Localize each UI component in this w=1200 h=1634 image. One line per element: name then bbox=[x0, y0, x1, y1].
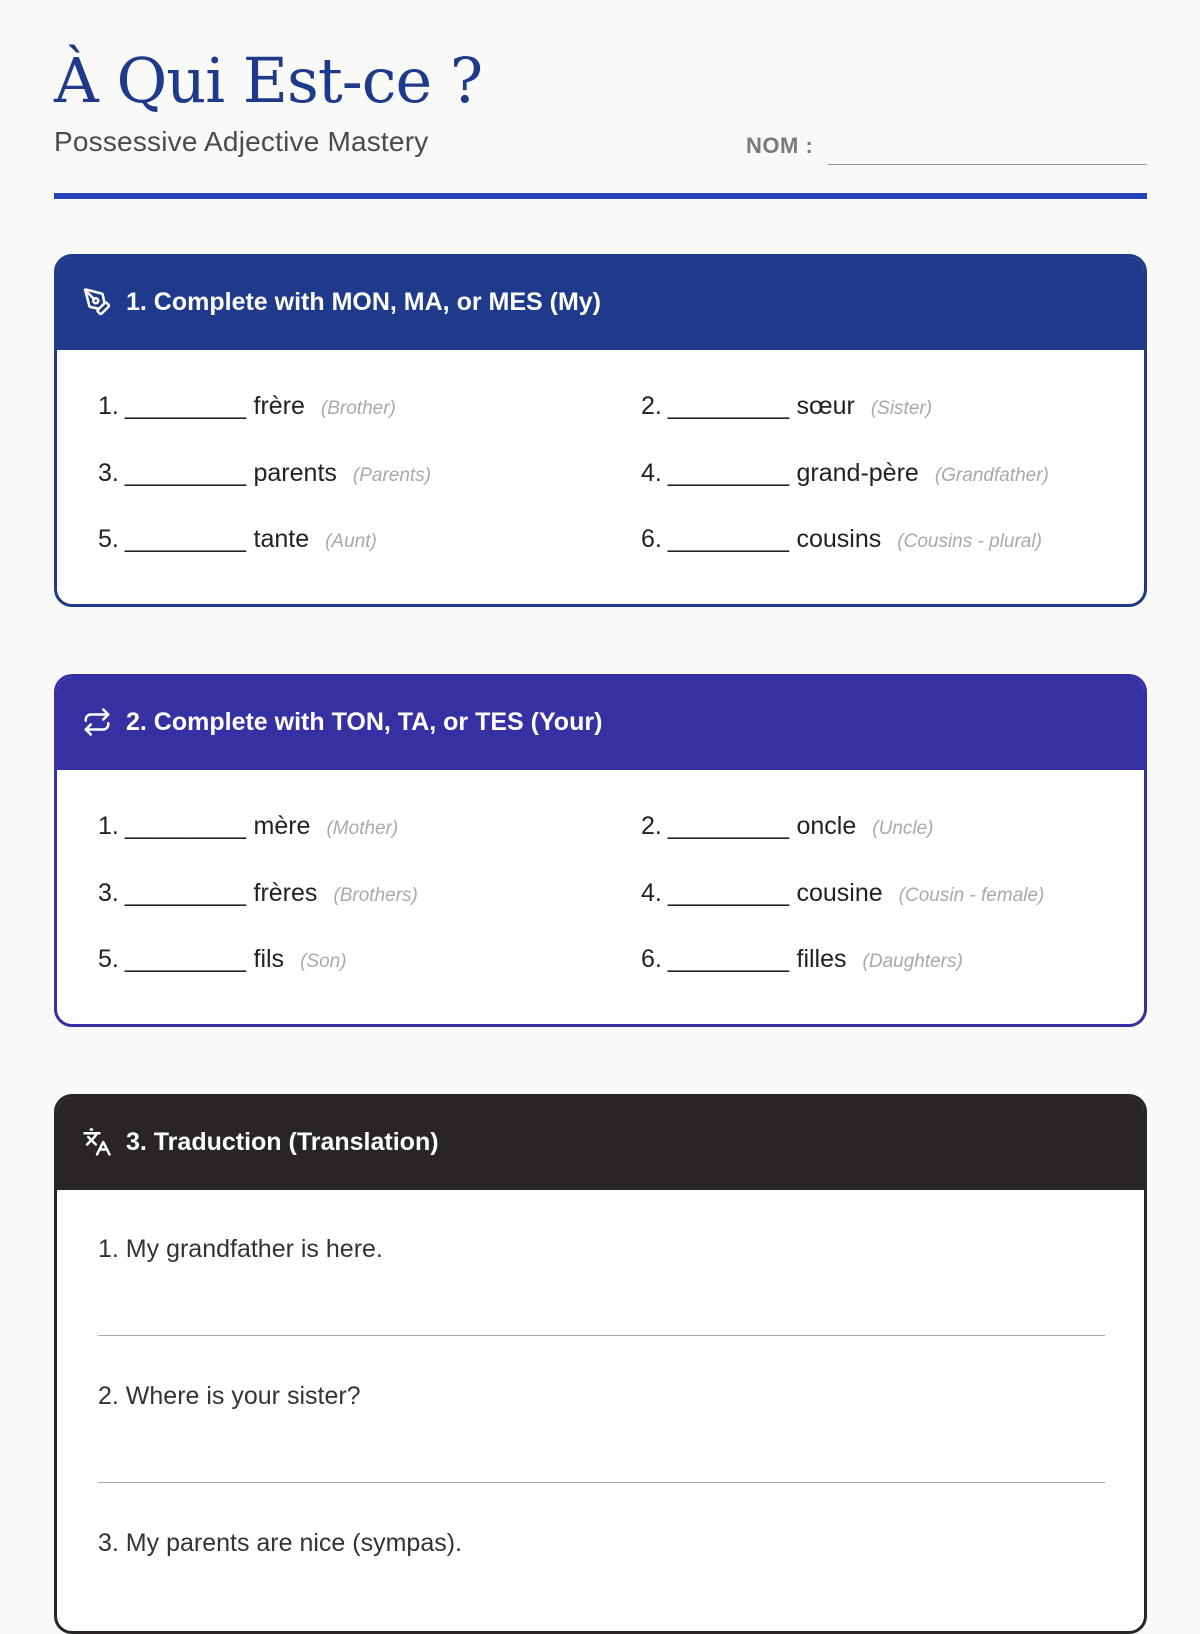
name-field-line[interactable] bbox=[828, 164, 1147, 165]
worksheet-header bbox=[54, 0, 1147, 200]
answer-blank[interactable]: _________ bbox=[667, 879, 789, 907]
header-divider bbox=[54, 193, 1147, 199]
item-number: 6. bbox=[641, 525, 662, 553]
item-word: mère bbox=[253, 812, 311, 840]
item-number: 1. bbox=[98, 392, 119, 420]
exercise-item bbox=[641, 459, 1049, 488]
worksheet-page bbox=[54, 0, 1147, 1557]
exercise-grid bbox=[57, 350, 1144, 600]
item-number: 4. bbox=[641, 459, 662, 487]
item-hint: (Brother) bbox=[320, 398, 396, 419]
translate-icon bbox=[80, 1125, 114, 1159]
item-hint: (Parents) bbox=[352, 465, 432, 486]
item-word: parents bbox=[253, 459, 337, 487]
answer-line[interactable] bbox=[98, 1335, 1105, 1336]
item-word: frère bbox=[253, 392, 305, 420]
exercise-item bbox=[98, 945, 347, 974]
section-my bbox=[54, 254, 1147, 607]
section-title: 3. Traduction (Translation) bbox=[126, 1127, 439, 1156]
section-header bbox=[54, 674, 1147, 770]
exercise-item bbox=[641, 945, 963, 974]
item-word: cousins bbox=[796, 525, 882, 553]
item-hint: (Sister) bbox=[870, 398, 933, 419]
item-hint: (Son) bbox=[300, 951, 347, 972]
item-number: 3. bbox=[98, 879, 119, 907]
pen-tool-icon bbox=[80, 285, 114, 319]
item-hint: (Aunt) bbox=[325, 531, 377, 552]
exercise-item bbox=[98, 459, 431, 488]
answer-blank[interactable]: _________ bbox=[124, 392, 246, 420]
exercise-grid bbox=[57, 770, 1144, 1020]
item-hint: (Cousin - female) bbox=[898, 885, 1045, 906]
item-hint: (Cousins - plural) bbox=[897, 531, 1042, 552]
item-hint: (Uncle) bbox=[872, 818, 934, 839]
answer-blank[interactable]: _________ bbox=[124, 945, 246, 973]
item-number: 5. bbox=[98, 525, 119, 553]
exercise-item bbox=[641, 812, 934, 841]
item-hint: (Daughters) bbox=[862, 951, 963, 972]
answer-blank[interactable]: _________ bbox=[667, 459, 789, 487]
item-hint: (Brothers) bbox=[333, 885, 418, 906]
translation-prompt: 1. My grandfather is here. bbox=[98, 1235, 383, 1263]
answer-blank[interactable]: _________ bbox=[124, 525, 246, 553]
section-title: 2. Complete with TON, TA, or TES (Your) bbox=[126, 707, 603, 736]
answer-blank[interactable]: _________ bbox=[124, 879, 246, 907]
page-subtitle: Possessive Adjective Mastery bbox=[54, 126, 429, 157]
item-hint: (Mother) bbox=[326, 818, 399, 839]
item-word: grand-père bbox=[796, 459, 919, 487]
section-translation bbox=[54, 1094, 1147, 1634]
translation-item bbox=[98, 1529, 1105, 1558]
answer-blank[interactable]: _________ bbox=[124, 812, 246, 840]
answer-blank[interactable]: _________ bbox=[667, 525, 789, 553]
item-word: tante bbox=[253, 525, 310, 553]
item-word: filles bbox=[796, 945, 847, 973]
exercise-item bbox=[641, 392, 932, 421]
item-hint: (Grandfather) bbox=[934, 465, 1049, 486]
repeat-icon bbox=[80, 705, 114, 739]
item-word: fils bbox=[253, 945, 285, 973]
exercise-item bbox=[641, 525, 1042, 554]
item-number: 5. bbox=[98, 945, 119, 973]
item-word: cousine bbox=[796, 879, 883, 907]
item-word: oncle bbox=[796, 812, 857, 840]
item-number: 2. bbox=[641, 812, 662, 840]
answer-blank[interactable]: _________ bbox=[667, 945, 789, 973]
answer-blank[interactable]: _________ bbox=[667, 812, 789, 840]
page-title: À Qui Est-ce ? bbox=[54, 44, 483, 117]
answer-blank[interactable]: _________ bbox=[667, 392, 789, 420]
item-number: 6. bbox=[641, 945, 662, 973]
name-label: NOM : bbox=[746, 133, 814, 158]
exercise-item bbox=[641, 879, 1044, 908]
item-word: sœur bbox=[796, 392, 855, 420]
section-header bbox=[54, 1094, 1147, 1190]
section-header bbox=[54, 254, 1147, 350]
item-number: 3. bbox=[98, 459, 119, 487]
section-title: 1. Complete with MON, MA, or MES (My) bbox=[126, 287, 602, 316]
translation-item bbox=[98, 1382, 1105, 1411]
translation-item bbox=[98, 1235, 1105, 1264]
item-number: 2. bbox=[641, 392, 662, 420]
section-your bbox=[54, 674, 1147, 1027]
translation-prompt: 2. Where is your sister? bbox=[98, 1382, 361, 1410]
item-number: 1. bbox=[98, 812, 119, 840]
exercise-item bbox=[98, 879, 418, 908]
item-word: frères bbox=[253, 879, 318, 907]
exercise-item bbox=[98, 392, 396, 421]
translation-prompt: 3. My parents are nice (sympas). bbox=[98, 1529, 463, 1557]
item-number: 4. bbox=[641, 879, 662, 907]
exercise-item bbox=[98, 812, 398, 841]
exercise-item bbox=[98, 525, 377, 554]
answer-line[interactable] bbox=[98, 1482, 1105, 1483]
answer-blank[interactable]: _________ bbox=[124, 459, 246, 487]
